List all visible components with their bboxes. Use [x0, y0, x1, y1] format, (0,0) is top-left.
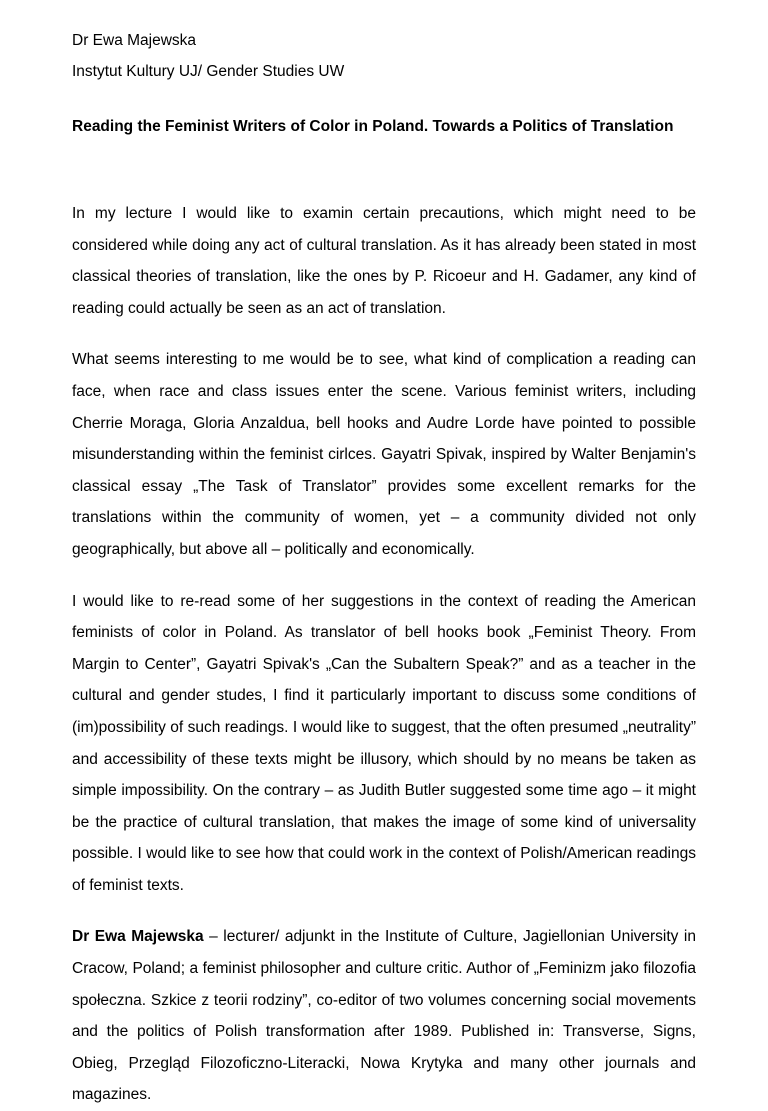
document-title: Reading the Feminist Writers of Color in Poland. Towards a Politics of Translation	[72, 118, 674, 135]
paragraph-1: In my lecture I would like to examin certain precautions, which might need to be considered while doing any act of cultural translation. As it has already been stated in most classical theories of translation, like the ones by P. Ricoeur and H. Gadamer, any kind of reading could actually be seen as an act of translation.	[72, 205, 696, 317]
author-name: Dr Ewa Majewska	[72, 32, 197, 49]
document-body	[72, 25, 696, 1111]
author-affiliation: Instytut Kultury UJ/ Gender Studies UW	[72, 63, 345, 80]
bio-author-name: Dr Ewa Majewska	[72, 928, 204, 946]
author-bio	[72, 921, 696, 1111]
paragraph-3: I would like to re-read some of her suggestions in the context of reading the American feminists of color in Poland. As translator of bell hooks book „Feminist Theory. From Margin to Center”, Gayatri Spivak's „Can the Subaltern Speak?” and as a teacher in the cultural and gender studes, I find it particularly important to discuss some conditions of (im)possibility of such readings. I would like to suggest, that the often presumed „neutrality” and accessibility of these texts might be illusory, which should by no means be taken as simple impossibility. On the contrary – as Judith Butler suggested some time ago – it might be the practice of cultural translation, that makes the image of some kind of universality possible. I would like to see how that could work in the context of Polish/American readings of feminist texts.	[72, 592, 696, 894]
bio-text: – lecturer/ adjunkt in the Institute of Culture, Jagiellonian University in Cracow, Poland; a feminist philosopher and culture critic. Author of „Feminizm jako filozofia społeczna. Szkice z teorii rodziny”, co-editor of two volumes concerning social movements and the politics of Polish transformation after 1989. Published in: Transverse, Signs, Obieg, Przegląd Filozoficzno-Literacki, Nowa Krytyka and many other journals and magazines.	[72, 928, 696, 1104]
paragraph-2: What seems interesting to me would be to see, what kind of complication a reading can face, when race and class issues enter the scene. Various feminist writers, including Cherrie Moraga, Gloria Anzaldua, bell hooks and Audre Lorde have pointed to possible misunderstanding within the feminist cirlces. Gayatri Spivak, inspired by Walter Benjamin's classical essay „The Task of Translator” provides some excellent remarks for the translations within the community of women, yet – a community divided not only geographically, but above all – politically and economically.	[72, 351, 696, 558]
